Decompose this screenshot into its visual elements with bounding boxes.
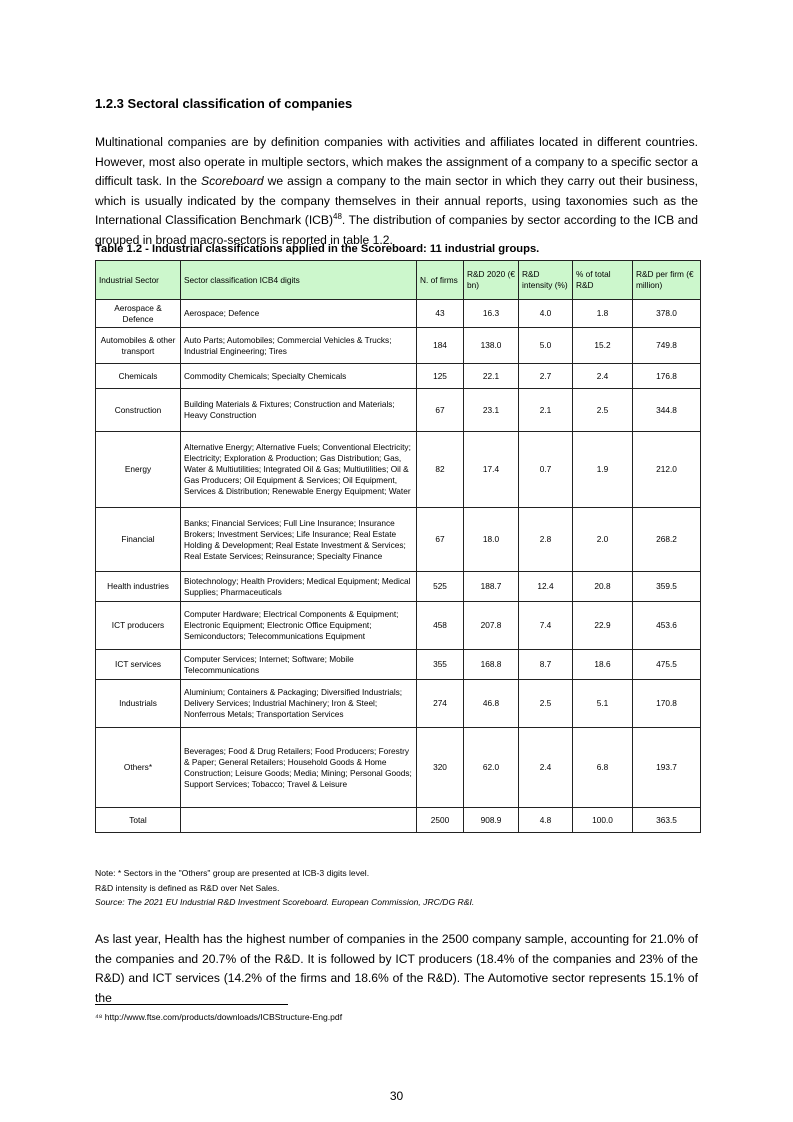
- industrial-classification-table: [95, 260, 701, 833]
- cell-share: 5.1: [573, 680, 633, 728]
- cell-intensity: 5.0: [519, 328, 573, 364]
- cell-share: 2.0: [573, 508, 633, 572]
- cell-per-firm: 475.5: [633, 650, 701, 680]
- cell-intensity: 12.4: [519, 572, 573, 602]
- intro-paragraph: [95, 133, 698, 250]
- cell-icb: Alternative Energy; Alternative Fuels; Conventional Electricity; Electricity; Exploration & Production; Gas Distribution; Gas, Water & Multiutilities; Integrated Oil & Gas; Multiutilities; Oil & Gas Producers; Oil Equipment & Services; Oil Equipment, Services & Distribution; Renewable Energy Equipment; Water: [181, 432, 417, 508]
- cell-share: 22.9: [573, 602, 633, 650]
- table-row: [96, 728, 701, 808]
- cell-rd: 16.3: [464, 300, 519, 328]
- cell-firms: 67: [417, 508, 464, 572]
- cell-icb: Beverages; Food & Drug Retailers; Food Producers; Forestry & Paper; General Retailers; Household Goods & Home Construction; Leisure Goods; Media; Mining; Personal Goods; Support Services; Tobacco; Travel & Leisure: [181, 728, 417, 808]
- table-row: [96, 680, 701, 728]
- cell-sector: Financial: [96, 508, 181, 572]
- cell-per-firm: 193.7: [633, 728, 701, 808]
- footnote-ref: 48: [333, 211, 342, 221]
- cell-icb: Aerospace; Defence: [181, 300, 417, 328]
- cell-sector: ICT services: [96, 650, 181, 680]
- cell-rd: 207.8: [464, 602, 519, 650]
- cell-icb: Banks; Financial Services; Full Line Insurance; Insurance Brokers; Investment Services; Life Insurance; Real Estate Holding & Development; Real Estate Investment & Services; Real Estate Services; Reinsurance; Specialty Finance: [181, 508, 417, 572]
- cell-firms: 125: [417, 364, 464, 389]
- intro-text-1: Multinational companies are by definition companies with activities and affiliates located in different countries. However, most also operate in multiple sectors, which makes the assignment of a company to a specific sector a difficult task. In the: [95, 135, 698, 188]
- table-row: [96, 328, 701, 364]
- cell-firms: 458: [417, 602, 464, 650]
- cell-sector: Construction: [96, 389, 181, 432]
- cell-rd: 168.8: [464, 650, 519, 680]
- cell-firms: 2500: [417, 808, 464, 833]
- cell-icb: [181, 808, 417, 833]
- cell-rd: 23.1: [464, 389, 519, 432]
- cell-firms: 525: [417, 572, 464, 602]
- col-header-per-firm: R&D per firm (€ million): [633, 261, 701, 300]
- cell-per-firm: 344.8: [633, 389, 701, 432]
- footnote: ⁴⁸ http://www.ftse.com/products/downloads/ICBStructure-Eng.pdf: [95, 1012, 343, 1022]
- cell-sector: Health industries: [96, 572, 181, 602]
- body-paragraph: As last year, Health has the highest number of companies in the 2500 company sample, accounting for 21.0% of the companies and 20.7% of the R&D. It is followed by ICT producers (18.4% of the companies and 23% of the R&D) and ICT services (14.2% of the firms and 18.6% of the R&D). The Automotive sector represents 15.1% of the: [95, 932, 698, 1005]
- table-row: [96, 389, 701, 432]
- table-row: [96, 650, 701, 680]
- cell-share: 1.9: [573, 432, 633, 508]
- cell-firms: 67: [417, 389, 464, 432]
- cell-rd: 22.1: [464, 364, 519, 389]
- table-header-row: [96, 261, 701, 300]
- cell-per-firm: 268.2: [633, 508, 701, 572]
- cell-share: 100.0: [573, 808, 633, 833]
- cell-per-firm: 453.6: [633, 602, 701, 650]
- intro-text-3: . The distribution of companies by sector according to the ICB and grouped in broad macro-sectors is reported in table 1.2.: [95, 213, 698, 247]
- table-caption: Table 1.2 - Industrial classifications applied in the Scoreboard: 11 industrial groups.: [95, 243, 540, 255]
- cell-rd: 18.0: [464, 508, 519, 572]
- cell-rd: 62.0: [464, 728, 519, 808]
- cell-sector: Energy: [96, 432, 181, 508]
- cell-firms: 274: [417, 680, 464, 728]
- cell-icb: Biotechnology; Health Providers; Medical Equipment; Medical Supplies; Pharmaceuticals: [181, 572, 417, 602]
- cell-share: 15.2: [573, 328, 633, 364]
- cell-intensity: 8.7: [519, 650, 573, 680]
- col-header-intensity: R&D intensity (%): [519, 261, 573, 300]
- cell-share: 2.5: [573, 389, 633, 432]
- cell-intensity: 4.0: [519, 300, 573, 328]
- col-header-share: % of total R&D: [573, 261, 633, 300]
- cell-per-firm: 176.8: [633, 364, 701, 389]
- note-intensity: R&D intensity is defined as R&D over Net Sales.: [95, 882, 280, 893]
- cell-rd: 188.7: [464, 572, 519, 602]
- table-header: [96, 261, 701, 300]
- cell-rd: 17.4: [464, 432, 519, 508]
- cell-sector: Aerospace & Defence: [96, 300, 181, 328]
- cell-rd: 908.9: [464, 808, 519, 833]
- cell-sector: Industrials: [96, 680, 181, 728]
- table-notes: [95, 866, 474, 910]
- table-row: [96, 364, 701, 389]
- cell-intensity: 0.7: [519, 432, 573, 508]
- cell-share: 1.8: [573, 300, 633, 328]
- cell-rd: 46.8: [464, 680, 519, 728]
- cell-firms: 355: [417, 650, 464, 680]
- cell-intensity: 4.8: [519, 808, 573, 833]
- cell-rd: 138.0: [464, 328, 519, 364]
- cell-icb: Building Materials & Fixtures; Construction and Materials; Heavy Construction: [181, 389, 417, 432]
- cell-firms: 320: [417, 728, 464, 808]
- cell-sector: Others*: [96, 728, 181, 808]
- cell-intensity: 2.5: [519, 680, 573, 728]
- cell-intensity: 2.7: [519, 364, 573, 389]
- cell-sector: Automobiles & other transport: [96, 328, 181, 364]
- cell-icb: Commodity Chemicals; Specialty Chemicals: [181, 364, 417, 389]
- intro-text-2: we assign a company to the main sector in which they carry out their business, which is usually indicated by the company themselves in their annual reports, using taxonomies such as the International Classification Benchmark (ICB): [95, 174, 698, 227]
- cell-per-firm: 212.0: [633, 432, 701, 508]
- cell-per-firm: 749.8: [633, 328, 701, 364]
- cell-intensity: 2.1: [519, 389, 573, 432]
- cell-sector: Total: [96, 808, 181, 833]
- note-source: Source: The 2021 EU Industrial R&D Investment Scoreboard. European Commission, JRC/DG R&I.: [95, 897, 475, 907]
- cell-share: 18.6: [573, 650, 633, 680]
- cell-firms: 43: [417, 300, 464, 328]
- cell-icb: Aluminium; Containers & Packaging; Diversified Industrials; Delivery Services; Industrial Machinery; Iron & Steel; Nonferrous Metals; Transportation Services: [181, 680, 417, 728]
- table-row: [96, 602, 701, 650]
- cell-icb: Auto Parts; Automobiles; Commercial Vehicles & Trucks; Industrial Engineering; Tires: [181, 328, 417, 364]
- table-row: [96, 508, 701, 572]
- cell-intensity: 2.4: [519, 728, 573, 808]
- table-row: [96, 572, 701, 602]
- col-header-icb: Sector classification ICB4 digits: [181, 261, 417, 300]
- cell-icb: Computer Hardware; Electrical Components & Equipment; Electronic Equipment; Electronic Office Equipment; Semiconductors; Telecommunications Equipment: [181, 602, 417, 650]
- cell-icb: Computer Services; Internet; Software; Mobile Telecommunications: [181, 650, 417, 680]
- col-header-rd: R&D 2020 (€ bn): [464, 261, 519, 300]
- cell-sector: Chemicals: [96, 364, 181, 389]
- intro-scoreboard-italic: Scoreboard: [201, 174, 264, 188]
- table-body: [96, 300, 701, 833]
- cell-per-firm: 378.0: [633, 300, 701, 328]
- cell-per-firm: 359.5: [633, 572, 701, 602]
- cell-sector: ICT producers: [96, 602, 181, 650]
- footnote-divider: [95, 1004, 288, 1005]
- cell-per-firm: 170.8: [633, 680, 701, 728]
- table-row: [96, 300, 701, 328]
- page-number: 30: [389, 1089, 404, 1103]
- cell-firms: 184: [417, 328, 464, 364]
- col-header-industrial-sector: Industrial Sector: [96, 261, 181, 300]
- cell-share: 6.8: [573, 728, 633, 808]
- cell-intensity: 2.8: [519, 508, 573, 572]
- table-row: [96, 432, 701, 508]
- cell-intensity: 7.4: [519, 602, 573, 650]
- note-others: Note: * Sectors in the "Others" group are presented at ICB-3 digits level.: [95, 868, 370, 878]
- cell-share: 2.4: [573, 364, 633, 389]
- cell-per-firm: 363.5: [633, 808, 701, 833]
- cell-share: 20.8: [573, 572, 633, 602]
- col-header-firms: N. of firms: [417, 261, 464, 300]
- table-total-row: [96, 808, 701, 833]
- section-heading: 1.2.3 Sectoral classification of companies: [95, 96, 353, 111]
- cell-firms: 82: [417, 432, 464, 508]
